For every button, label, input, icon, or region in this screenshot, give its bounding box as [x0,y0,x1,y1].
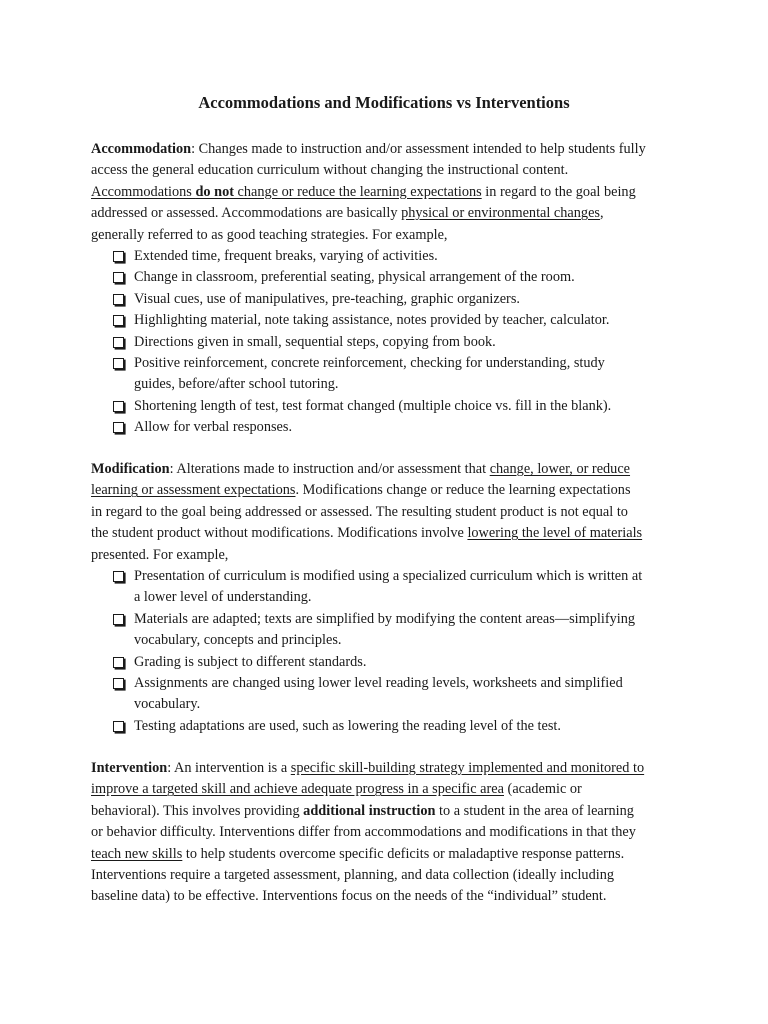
modification-text-line [91,545,691,566]
modification-example-text: Grading is subject to different standards. [134,653,367,670]
modification-example-text: vocabulary, concepts and principles. [134,632,342,649]
accommodation-example-text: Highlighting material, note taking assistance, notes provided by teacher, calculator. [134,312,610,329]
accommodation-example-text: Shortening length of test, test format changed (multiple choice vs. fill in the blank). [134,397,612,414]
accommodation-text-line [91,203,691,224]
accommodation-text-segment: physical or environmental changes [401,205,600,222]
accommodation-example-item [91,396,691,417]
modification-examples-list [91,566,691,737]
accommodation-text-line [91,160,691,181]
accommodation-example-item [91,267,691,288]
modification-text-segment: change, lower, or reduce [489,461,631,477]
intervention-text-segment: : An intervention is a [167,760,291,776]
modification-text-segment: presented. For example, [91,546,229,563]
modification-example-item [91,609,691,652]
intervention-text-segment: (academic or [503,781,582,798]
intervention-text-line [91,779,691,800]
intervention-definition [91,758,691,908]
accommodation-text-segment: access the general education curriculum without changing the instructional content. [91,162,569,179]
modification-example-text: Presentation of curriculum is modified using a specialized curriculum which is written at [134,568,643,585]
accommodation-example-text: guides, before/after school tutoring. [134,376,339,393]
intervention-text-segment: specific skill-building strategy implemented and monitored to [290,760,645,776]
modification-text-segment: in regard to the goal being addressed or assessed. The resulting student product is not equal to [91,503,628,520]
accommodation-example-item [91,417,691,438]
checkbox-bullet-icon [113,614,124,625]
modification-text-line [91,480,691,501]
intervention-text-line [91,886,691,907]
modification-text-line [91,502,691,523]
modification-term: Modification [91,461,170,477]
accommodation-text-segment: : Changes made to instruction and/or assessment intended to help students fully [191,141,646,157]
checkbox-bullet-icon [113,337,124,348]
modification-example-item [91,716,691,737]
accommodation-text-segment: change or reduce the learning expectations [233,183,482,200]
accommodation-example-text: Directions given in small, sequential steps, copying from book. [134,333,496,350]
modification-example-text: Testing adaptations are used, such as lowering the reading level of the test. [134,717,561,734]
intervention-text-segment: behavioral). This involves providing [91,802,304,819]
accommodation-text-line [91,139,691,160]
intervention-text-segment: to help students overcome specific deficits or maladaptive response patterns. [182,845,625,862]
accommodation-text-segment: addressed or assessed. Accommodations are basically [91,205,402,222]
intervention-text-line [91,844,691,865]
modification-example-text: Materials are adapted; texts are simplified by modifying the content areas—simplifying [134,610,636,627]
intervention-text-segment: improve a targeted skill and achieve adequate progress in a specific area [91,781,504,798]
checkbox-bullet-icon [113,657,124,668]
intervention-text-line [91,758,691,779]
modification-text-line [91,523,691,544]
checkbox-bullet-icon [113,422,124,433]
intervention-text-line [91,865,691,886]
modification-text-segment: . Modifications change or reduce the learning expectations [295,482,631,499]
document-title: Accommodations and Modifications vs Interventions [198,93,570,112]
intervention-text-segment: or behavior difficulty. Interventions differ from accommodations and modifications in that they [91,824,636,841]
modification-example-item [91,566,691,609]
modification-text-line [91,459,691,480]
modification-section [91,459,691,737]
intervention-text-segment: additional instruction [303,802,436,819]
intervention-text-segment: teach new skills [91,845,183,862]
modification-text-segment: the student product without modifications. Modifications involve [91,525,468,542]
intervention-text-line [91,822,691,843]
modification-text-segment: : Alterations made to instruction and/or assessment that [169,461,490,477]
modification-example-text: vocabulary. [134,696,201,713]
modification-text-segment: lowering the level of materials [467,525,643,542]
checkbox-bullet-icon [113,401,124,412]
intervention-text-line [91,801,691,822]
accommodation-section [91,139,691,439]
checkbox-bullet-icon [113,315,124,326]
accommodation-example-item [91,310,691,331]
accommodation-text-line [91,225,691,246]
checkbox-bullet-icon [113,251,124,262]
modification-example-item [91,652,691,673]
modification-example-item [91,673,691,716]
checkbox-bullet-icon [113,358,124,369]
modification-example-text: a lower level of understanding. [134,589,312,606]
accommodation-text-segment: generally referred to as good teaching strategies. For example, [91,226,448,243]
intervention-section [91,758,691,908]
accommodation-text-segment: in regard to the goal being [481,183,636,200]
accommodation-text-line [91,182,691,203]
modification-example-text: Assignments are changed using lower level reading levels, worksheets and simplified [134,675,623,692]
modification-text-segment: learning or assessment expectations [91,482,296,499]
accommodation-example-item [91,289,691,310]
accommodation-definition [91,139,691,246]
accommodation-example-text: Positive reinforcement, concrete reinforcement, checking for understanding, study [134,355,605,372]
intervention-text-segment: Interventions require a targeted assessment, planning, and data collection (ideally including [91,867,614,884]
modification-definition [91,459,691,566]
accommodation-example-text: Extended time, frequent breaks, varying of activities. [134,248,438,265]
accommodation-example-text: Allow for verbal responses. [134,419,293,436]
checkbox-bullet-icon [113,721,124,732]
checkbox-bullet-icon [113,571,124,582]
intervention-text-segment: to a student in the area of learning [435,802,634,819]
checkbox-bullet-icon [113,678,124,689]
accommodation-example-item [91,246,691,267]
intervention-term: Intervention [91,760,168,776]
checkbox-bullet-icon [113,272,124,283]
accommodation-text-segment: Accommodations [91,183,196,200]
accommodation-term: Accommodation [91,141,192,157]
accommodation-text-segment: do not [195,183,234,200]
checkbox-bullet-icon [113,294,124,305]
accommodation-example-text: Visual cues, use of manipulatives, pre-teaching, graphic organizers. [134,290,520,307]
accommodation-example-text: Change in classroom, preferential seating, physical arrangement of the room. [134,269,575,286]
accommodation-example-item [91,353,691,396]
accommodation-example-item [91,332,691,353]
accommodation-text-segment: , [599,205,604,222]
intervention-text-segment: baseline data) to be effective. Interventions focus on the needs of the “individual” student. [91,888,607,905]
accommodation-examples-list [91,246,691,439]
